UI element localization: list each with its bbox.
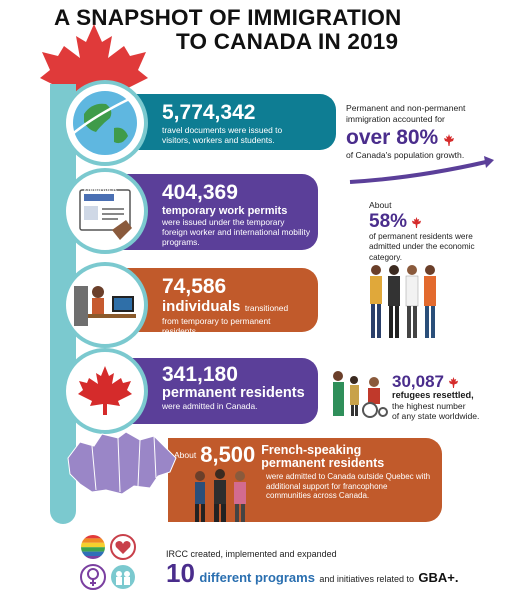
footer-line bbox=[166, 558, 459, 589]
growth-tail: of Canada's population growth. bbox=[346, 150, 465, 160]
stat-subhead: permanent residents bbox=[162, 385, 305, 401]
footer-tail: and initiatives related to bbox=[319, 574, 414, 584]
economic-big bbox=[369, 211, 422, 233]
refugees-big bbox=[392, 372, 459, 392]
stat-number: 74,586 bbox=[162, 275, 227, 298]
growth-percent: over 80% bbox=[346, 126, 439, 149]
footer-big-number: 10 bbox=[166, 558, 195, 588]
pride-flag-heart-icon bbox=[80, 534, 106, 560]
canada-map-icon bbox=[62, 428, 182, 502]
stat-number: 341,180 bbox=[162, 363, 238, 386]
maple-leaf-icon bbox=[448, 377, 459, 388]
stat-number: 404,369 bbox=[162, 181, 238, 204]
female-symbol-icon bbox=[80, 564, 106, 590]
growth-big bbox=[346, 126, 455, 150]
heart-health-icon bbox=[110, 534, 136, 560]
stat-text: were issued under the temporary foreign worker and international mobility programs. bbox=[162, 217, 311, 248]
stat-subhead: French-speaking permanent residents bbox=[261, 443, 385, 471]
workers-group-icon bbox=[366, 262, 446, 342]
economic-tail: of permanent residents were admitted under the economic category. bbox=[369, 232, 475, 262]
page-title-line1: A SNAPSHOT OF IMMIGRATION bbox=[54, 5, 402, 30]
economic-about: About bbox=[369, 200, 392, 210]
stat-subhead: temporary work permits bbox=[162, 205, 288, 217]
stat-text: from temporary to permanent residents. bbox=[162, 316, 271, 337]
page-title-line2: TO CANADA IN 2019 bbox=[176, 29, 399, 54]
stat-subhead: individuals bbox=[162, 298, 241, 315]
footer-intro: IRCC created, implemented and expanded bbox=[166, 549, 337, 559]
stat-subhead-tail: transitioned bbox=[244, 303, 289, 313]
desk-worker-icon bbox=[62, 262, 148, 348]
refugees-number: 30,087 bbox=[392, 372, 444, 391]
refugees-line3: of any state worldwide. bbox=[392, 411, 480, 421]
growth-intro: Permanent and non-permanent immigration accounted for bbox=[346, 103, 466, 124]
globe-icon bbox=[62, 80, 148, 166]
refugees-line2: the highest number bbox=[392, 401, 466, 411]
maple-leaf-circle-icon bbox=[62, 348, 148, 434]
approved-document-icon bbox=[62, 168, 148, 254]
maple-leaf-icon bbox=[411, 217, 422, 228]
stat-text: were admitted to Canada outside Quebec with additional support for francophone communities across Canada. bbox=[266, 472, 431, 501]
refugees-line1: refugees resettled, bbox=[392, 390, 474, 400]
growth-swoosh-icon bbox=[346, 156, 496, 186]
maple-leaf-icon bbox=[443, 134, 455, 146]
footer-programs: different programs bbox=[199, 570, 315, 585]
stat-number: 8,500 bbox=[200, 442, 256, 467]
footer-gba: GBA+. bbox=[418, 570, 459, 585]
economic-percent: 58% bbox=[369, 211, 408, 232]
refugee-family-icon bbox=[328, 370, 390, 420]
stat-prefix: About bbox=[174, 450, 197, 460]
people-group-icon bbox=[190, 468, 252, 526]
approved-stamp-label: APPROVED bbox=[83, 189, 117, 195]
community-people-icon bbox=[110, 564, 136, 590]
stat-number: 5,774,342 bbox=[162, 101, 256, 124]
stat-text: were admitted in Canada. bbox=[162, 401, 258, 411]
stat-text: travel documents were issued to visitors, workers and students. bbox=[162, 125, 283, 146]
